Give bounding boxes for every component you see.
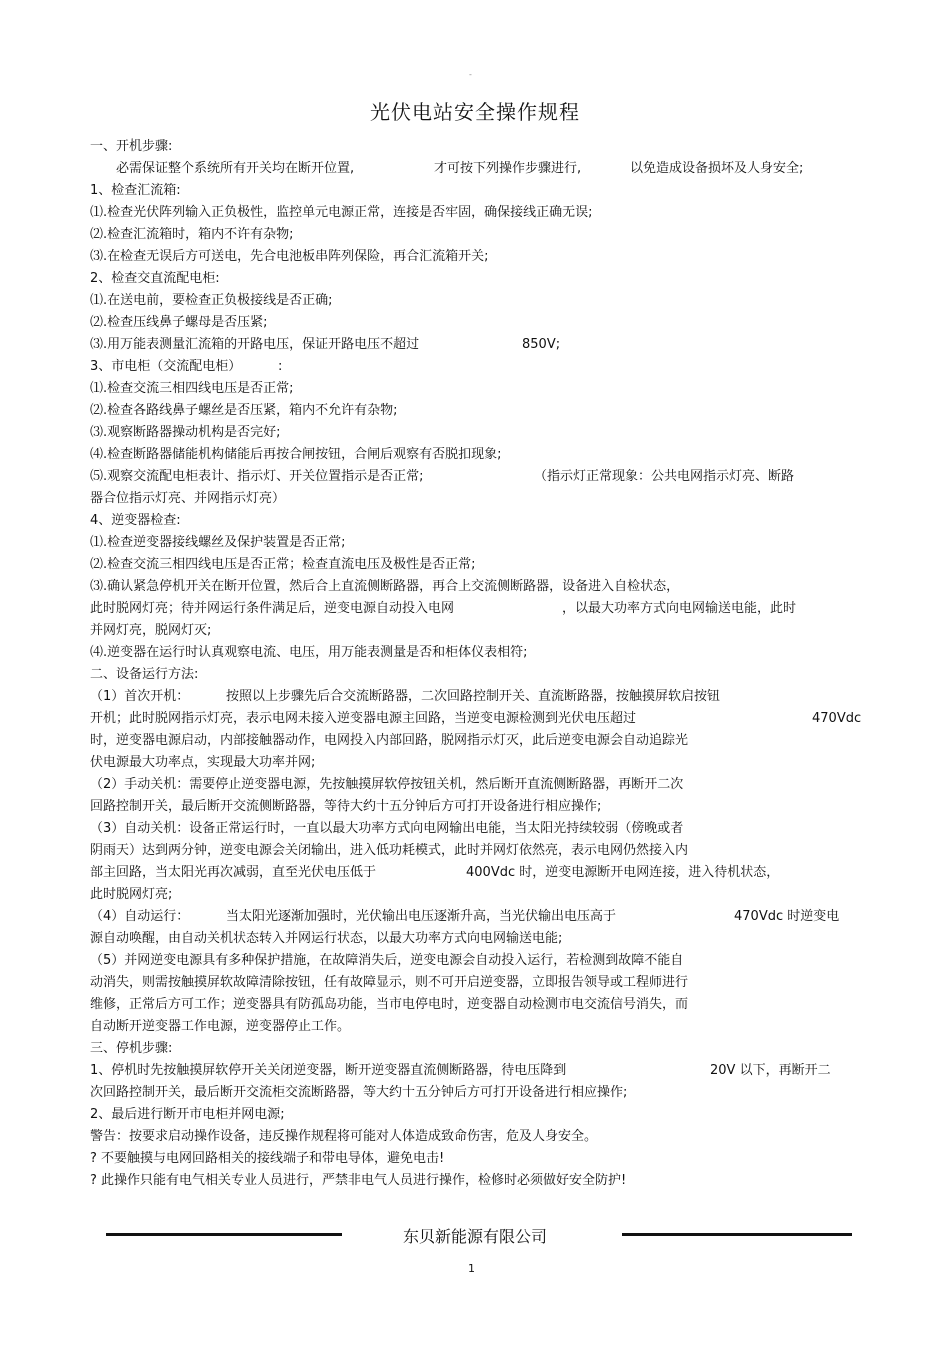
text-segment: 回路控制开关，最后断开交流侧断路器，等待大约十五分钟后方可打开设备进行相应操作; [90, 799, 602, 814]
text-segment: 20V 以下，再断开二 [710, 1063, 831, 1078]
text-segment: 1、检查汇流箱: [90, 183, 181, 198]
text-segment: ⑵.检查汇流箱时，箱内不许有杂物; [90, 227, 294, 242]
text-line [90, 906, 890, 928]
text-line [90, 664, 890, 686]
text-line [90, 554, 890, 576]
text-segment: （2）手动关机：需要停止逆变器电源，先按触摸屏软停按钮关机，然后断开直流侧断路器，再断开二次 [90, 777, 684, 792]
text-segment: （3）自动关机：设备正常运行时，一直以最大功率方式向电网输出电能，当太阳光持续较弱（傍晚或者 [90, 821, 684, 836]
text-segment: ⑷.检查断路器储能机构储能后再按合闸按钮，合闸后观察有否脱扣现象; [90, 447, 502, 462]
text-line [90, 950, 890, 972]
text-line [90, 378, 890, 400]
text-segment: ⑴.检查交流三相四线电压是否正常; [90, 381, 294, 396]
text-segment: 按照以上步骤先后合交流断路器，二次回路控制开关、直流断路器，按触摸屏软启按钮 [226, 689, 721, 704]
text-segment: ⑶.用万能表测量汇流箱的开路电压，保证开路电压不超过 [90, 337, 420, 352]
text-line [90, 774, 890, 796]
text-line [90, 1148, 890, 1170]
text-line [90, 1082, 890, 1104]
text-segment: 1、停机时先按触摸屏软停开关关闭逆变器，断开逆变器直流侧断路器，待电压降到 [90, 1063, 567, 1078]
text-line [90, 994, 890, 1016]
text-segment: 850V; [522, 337, 561, 352]
text-segment: 次回路控制开关，最后断开交流柜交流断路器，等大约十五分钟后方可打开设备进行相应操作; [90, 1085, 628, 1100]
text-segment: 470Vdc [812, 711, 862, 726]
text-line [90, 818, 890, 840]
text-line [90, 1104, 890, 1126]
text-line [90, 796, 890, 818]
text-segment: 必需保证整个系统所有开关均在断开位置, [116, 161, 355, 176]
text-segment: 三、停机步骤: [90, 1041, 173, 1056]
text-line [90, 752, 890, 774]
text-segment: ⑴.在送电前，要检查正负极接线是否正确; [90, 293, 333, 308]
text-segment: 器合位指示灯亮、并网指示灯亮） [90, 491, 286, 506]
text-line [90, 488, 890, 510]
text-line [90, 708, 890, 730]
text-segment: 一、开机步骤: [90, 139, 173, 154]
text-line [90, 290, 890, 312]
text-line [90, 356, 890, 378]
text-segment: 维修，正常后方可工作；逆变器具有防孤岛功能，当市电停电时，逆变器自动检测市电交流信号消失，而 [90, 997, 689, 1012]
text-segment: 阴雨天）达到两分钟，逆变电源会关闭输出，进入低功耗模式，此时并网灯依然亮，表示电网仍然接入内 [90, 843, 689, 858]
text-segment: ，以最大功率方式向电网输送电能，此时 [562, 601, 797, 616]
text-segment: ⑴.检查逆变器接线螺丝及保护装置是否正常; [90, 535, 346, 550]
text-segment: 开机；此时脱网指示灯亮，表示电网未接入逆变器电源主回路，当逆变电源检测到光伏电压超过 [90, 711, 637, 726]
text-segment: （指示灯正常现象：公共电网指示灯亮、断路 [534, 469, 795, 484]
text-segment: 400Vdc 时，逆变电源断开电网连接，进入待机状态， [466, 865, 780, 880]
text-line [90, 400, 890, 422]
document-body [90, 136, 890, 1192]
text-line [90, 576, 890, 598]
text-segment: ⑶.在检查无误后方可送电，先合电池板串阵列保险，再合汇流箱开关; [90, 249, 489, 264]
text-line [90, 862, 890, 884]
text-line [90, 642, 890, 664]
footer-company: 东贝新能源有限公司 [402, 1227, 547, 1246]
text-segment: 伏电源最大功率点，实现最大功率并网; [90, 755, 316, 770]
text-segment: 时，逆变器电源启动，内部接触器动作，电网投入内部回路，脱网指示灯灭，此后逆变电源会自动追踪光 [90, 733, 689, 748]
text-line [90, 1060, 890, 1082]
text-segment: 才可按下列操作步骤进行, [434, 161, 582, 176]
text-segment: 源自动唤醒，由自动关机状态转入并网运行状态，以最大功率方式向电网输送电能; [90, 931, 563, 946]
text-segment: 当太阳光逐渐加强时，光伏输出电压逐渐升高，当光伏输出电压高于 [226, 909, 617, 924]
text-line [90, 466, 890, 488]
text-line [90, 422, 890, 444]
text-segment: ⑶.观察断路器操动机构是否完好; [90, 425, 281, 440]
text-segment: ⑸.观察交流配电柜表计、指示灯、开关位置指示是否正常; [90, 469, 424, 484]
text-line [90, 686, 890, 708]
text-segment: : [278, 359, 283, 374]
text-line [90, 928, 890, 950]
text-segment: （4）自动运行： [90, 909, 190, 924]
text-segment: 二、设备运行方法: [90, 667, 199, 682]
text-segment: 此时脱网灯亮；待并网运行条件满足后，逆变电源自动投入电网 [90, 601, 455, 616]
text-line [90, 246, 890, 268]
text-line [90, 532, 890, 554]
text-segment: 470Vdc 时逆变电 [734, 909, 840, 924]
text-segment: 4、逆变器检查: [90, 513, 181, 528]
text-line [90, 1038, 890, 1060]
footer-rule-left [106, 1233, 342, 1236]
text-segment: 动消失，则需按触摸屏软故障清除按钮，任有故障显示，则不可开启逆变器，立即报告领导或工程师进行 [90, 975, 689, 990]
text-line [90, 884, 890, 906]
text-line [90, 510, 890, 532]
text-segment: ⑵.检查压线鼻子螺母是否压紧; [90, 315, 268, 330]
text-segment: 3、市电柜（交流配电柜） [90, 359, 242, 374]
header-mark: - [469, 70, 472, 79]
text-segment: 2、最后进行断开市电柜并网电源; [90, 1107, 285, 1122]
text-segment: 2、检查交直流配电柜: [90, 271, 220, 286]
text-segment: ? 此操作只能有电气相关专业人员进行，严禁非电气人员进行操作，检修时必须做好安全防护! [90, 1173, 627, 1188]
text-line [90, 334, 890, 356]
text-line [90, 840, 890, 862]
text-line [90, 158, 890, 180]
text-line [90, 268, 890, 290]
text-segment: ⑵.检查交流三相四线电压是否正常；检查直流电压及极性是否正常; [90, 557, 476, 572]
text-segment: 警告：按要求启动操作设备，违反操作规程将可能对人体造成致命伤害，危及人身安全。 [90, 1129, 598, 1144]
text-segment: （1）首次开机： [90, 689, 190, 704]
text-line [90, 136, 890, 158]
text-line [90, 312, 890, 334]
text-line [90, 1170, 890, 1192]
text-segment: 自动断开逆变器工作电源，逆变器停止工作。 [90, 1019, 351, 1034]
text-line [90, 620, 890, 642]
text-line [90, 1016, 890, 1038]
text-line [90, 202, 890, 224]
text-line [90, 730, 890, 752]
text-line [90, 180, 890, 202]
footer-rule-right [622, 1233, 852, 1236]
text-segment: ⑷.逆变器在运行时认真观察电流、电压，用万能表测量是否和柜体仪表相符; [90, 645, 528, 660]
text-line [90, 598, 890, 620]
text-segment: （5）并网逆变电源具有多种保护措施，在故障消失后，逆变电源会自动投入运行，若检测到故障不能自 [90, 953, 684, 968]
page-title: 光伏电站安全操作规程 [370, 100, 580, 124]
text-line [90, 972, 890, 994]
text-line [90, 224, 890, 246]
text-segment: 以免造成设备损坏及人身安全; [630, 161, 804, 176]
text-segment: ⑵.检查各路线鼻子螺丝是否压紧，箱内不允许有杂物; [90, 403, 398, 418]
text-segment: ⑶.确认紧急停机开关在断开位置，然后合上直流侧断路器，再合上交流侧断路器，设备进入自检状态， [90, 579, 680, 594]
text-line [90, 1126, 890, 1148]
text-segment: 部主回路，当太阳光再次减弱，直至光伏电压低于 [90, 865, 377, 880]
page-number: 1 [468, 1262, 475, 1275]
text-line [90, 444, 890, 466]
text-segment: 此时脱网灯亮; [90, 887, 173, 902]
text-segment: 并网灯亮，脱网灯灭; [90, 623, 212, 638]
text-segment: ⑴.检查光伏阵列输入正负极性，监控单元电源正常，连接是否牢固，确保接线正确无误; [90, 205, 593, 220]
text-segment: ? 不要触摸与电网回路相关的接线端子和带电导体，避免电击! [90, 1151, 445, 1166]
